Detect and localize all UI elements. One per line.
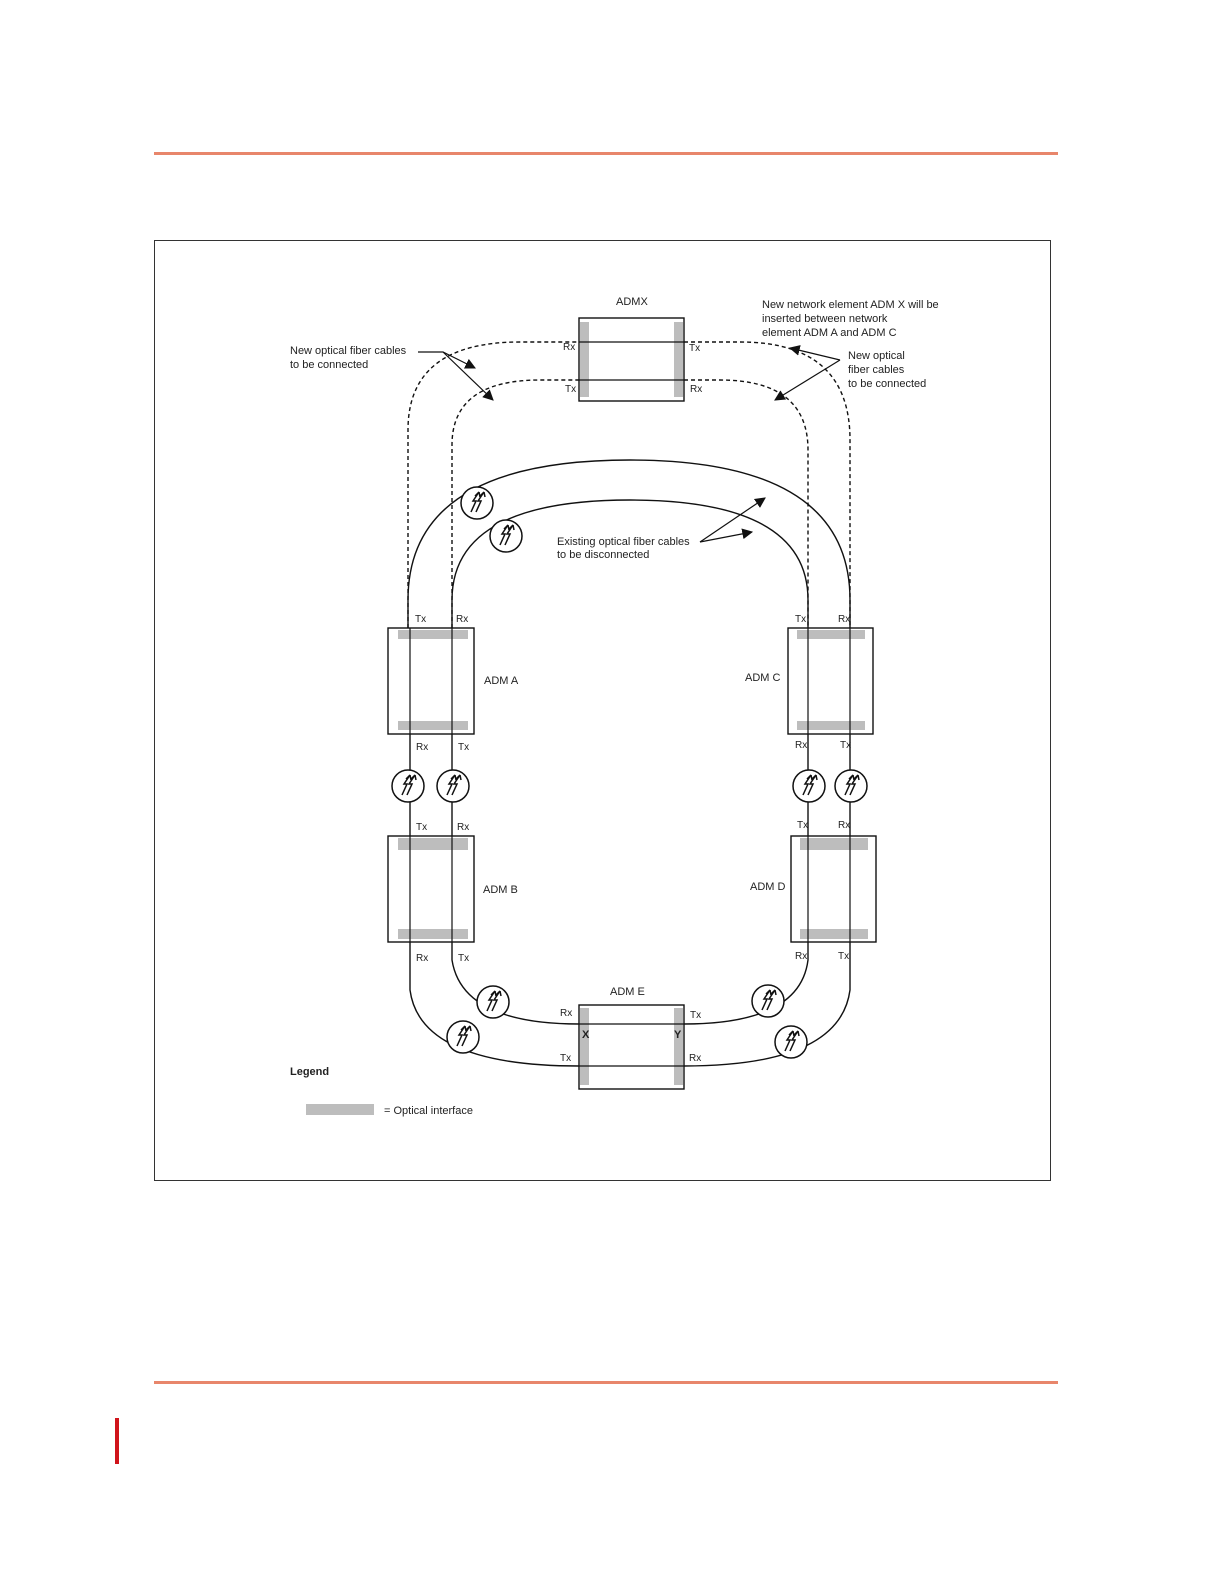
callout-existing-line2: to be disconnected: [557, 549, 650, 561]
new-cable-outer-right: [684, 342, 850, 628]
node-adm-b: [388, 822, 518, 964]
node-adm-a: [388, 614, 519, 753]
adm-a-port-rx-bottom: Rx: [416, 742, 429, 753]
adm-b-port-rx-top: Rx: [457, 822, 470, 833]
regenerator-icon: [447, 1021, 479, 1053]
adm-e-port-tx-left: Tx: [560, 1053, 572, 1064]
adm-b-port-rx-bottom: Rx: [416, 953, 429, 964]
arrow-right-1: [790, 348, 840, 360]
adm-d-port-rx-bottom: Rx: [795, 951, 808, 962]
adm-d-port-rx-top: Rx: [838, 820, 851, 831]
admx-port-rx-right: Rx: [690, 384, 703, 395]
new-cable-outer-left: [408, 342, 579, 628]
node-admx: [563, 296, 702, 401]
adm-c-label: ADM C: [745, 672, 781, 684]
callout-admx-note-line1: New network element ADM X will be: [762, 299, 939, 311]
callout-new-cables-right-line3: to be connected: [848, 378, 927, 390]
admx-label: ADMX: [616, 296, 648, 308]
regenerator-icon: [461, 487, 493, 519]
arrow-left-2: [443, 352, 493, 400]
callout-new-cables-left-line2: to be connected: [290, 359, 369, 371]
adm-e-port-x: X: [582, 1029, 590, 1041]
regenerator-icon: [490, 520, 522, 552]
regenerator-icon: [793, 770, 825, 802]
regenerator-icon: [775, 1026, 807, 1058]
regenerator-icon: [392, 770, 424, 802]
adm-c-port-tx-bottom: Tx: [840, 740, 852, 751]
legend-title: Legend: [290, 1066, 330, 1078]
adm-b-label: ADM B: [483, 884, 518, 896]
adm-e-port-rx-left: Rx: [560, 1008, 573, 1019]
callout-new-cables-right-line1: New optical: [848, 350, 905, 362]
regenerator-icon: [835, 770, 867, 802]
adm-a-port-rx-top: Rx: [456, 614, 469, 625]
regenerator-icon: [437, 770, 469, 802]
legend-swatch-optical-interface: [306, 1104, 374, 1115]
callout-new-cables-right-line2: fiber cables: [848, 364, 905, 376]
adm-e-port-rx-right: Rx: [689, 1053, 702, 1064]
regenerator-icon: [752, 985, 784, 1017]
adm-c-port-rx-bottom: Rx: [795, 740, 808, 751]
legend: [290, 1066, 473, 1117]
regenerators: [392, 487, 867, 1058]
node-adm-d: [750, 820, 876, 962]
adm-d-port-tx-top: Tx: [797, 820, 809, 831]
existing-cable-top-inner: [452, 500, 808, 628]
adm-a-port-tx-bottom: Tx: [458, 742, 470, 753]
cable-ed-inner: [684, 942, 808, 1024]
admx-port-tx-left: Tx: [565, 384, 577, 395]
callout-admx-note-line3: element ADM A and ADM C: [762, 327, 897, 339]
new-cable-inner-right: [684, 380, 808, 628]
adm-c-port-rx-top: Rx: [838, 614, 851, 625]
adm-e-port-y: Y: [674, 1029, 682, 1041]
callout-existing-line1: Existing optical fiber cables: [557, 536, 690, 548]
adm-d-port-tx-bottom: Tx: [838, 951, 850, 962]
legend-optical-interface-label: = Optical interface: [384, 1105, 473, 1117]
node-adm-e: [560, 986, 701, 1089]
regenerator-icon: [477, 986, 509, 1018]
adm-c-port-tx-top: Tx: [795, 614, 807, 625]
adm-b-port-tx-top: Tx: [416, 822, 428, 833]
callout-new-cables-left-line1: New optical fiber cables: [290, 345, 407, 357]
node-adm-c: [745, 614, 873, 751]
adm-a-label: ADM A: [484, 675, 519, 687]
arrow-right-2: [775, 360, 840, 400]
adm-d-label: ADM D: [750, 881, 786, 893]
adm-e-label: ADM E: [610, 986, 645, 998]
admx-port-tx-right: Tx: [689, 343, 701, 354]
adm-b-port-tx-bottom: Tx: [458, 953, 470, 964]
arrow-left-1: [418, 352, 475, 368]
admx-port-rx-left: Rx: [563, 342, 576, 353]
adm-e-port-tx-right: Tx: [690, 1010, 702, 1021]
callout-admx-note-line2: inserted between network: [762, 313, 888, 325]
adm-a-port-tx-top: Tx: [415, 614, 427, 625]
